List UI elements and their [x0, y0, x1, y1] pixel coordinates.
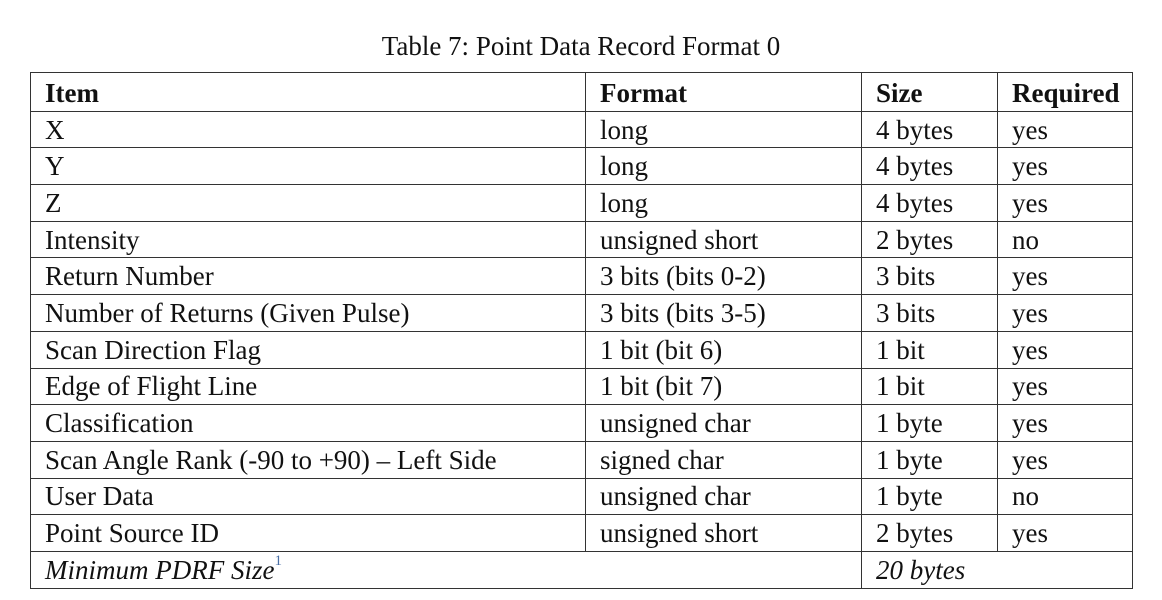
- cell-size: 1 byte: [862, 478, 998, 515]
- table-row: [31, 405, 1133, 442]
- cell-size: 4 bytes: [862, 148, 998, 185]
- cell-required: yes: [998, 405, 1133, 442]
- cell-item: Return Number: [31, 258, 586, 295]
- cell-size: 2 bytes: [862, 515, 998, 552]
- cell-item: Scan Direction Flag: [31, 331, 586, 368]
- cell-required: yes: [998, 111, 1133, 148]
- footnote-link[interactable]: 1: [274, 552, 282, 569]
- cell-format: unsigned char: [586, 405, 862, 442]
- column-header-item: Item: [31, 73, 586, 112]
- minimum-size-label-cell: [31, 551, 862, 588]
- cell-required: yes: [998, 185, 1133, 222]
- cell-item: X: [31, 111, 586, 148]
- cell-item: Edge of Flight Line: [31, 368, 586, 405]
- column-header-required: Required: [998, 73, 1133, 112]
- column-header-format: Format: [586, 73, 862, 112]
- cell-required: yes: [998, 331, 1133, 368]
- cell-format: signed char: [586, 441, 862, 478]
- table-row: [31, 368, 1133, 405]
- cell-size: 3 bits: [862, 258, 998, 295]
- cell-required: no: [998, 478, 1133, 515]
- table-row: [31, 441, 1133, 478]
- cell-item: Classification: [31, 405, 586, 442]
- minimum-size-value: 20 bytes: [862, 551, 1133, 588]
- cell-required: yes: [998, 441, 1133, 478]
- cell-required: yes: [998, 148, 1133, 185]
- table-row: [31, 185, 1133, 222]
- cell-format: unsigned short: [586, 515, 862, 552]
- table-header-row: [31, 73, 1133, 112]
- table-row: [31, 331, 1133, 368]
- cell-format: 1 bit (bit 7): [586, 368, 862, 405]
- cell-required: yes: [998, 515, 1133, 552]
- table-caption: Table 7: Point Data Record Format 0: [381, 31, 781, 61]
- table-row: [31, 111, 1133, 148]
- cell-item: Point Source ID: [31, 515, 586, 552]
- cell-item: User Data: [31, 478, 586, 515]
- cell-size: 1 bit: [862, 368, 998, 405]
- cell-required: yes: [998, 368, 1133, 405]
- point-data-record-table: [30, 72, 1133, 589]
- cell-format: unsigned char: [586, 478, 862, 515]
- cell-format: 1 bit (bit 6): [586, 331, 862, 368]
- cell-format: long: [586, 148, 862, 185]
- column-header-size: Size: [862, 73, 998, 112]
- cell-format: unsigned short: [586, 221, 862, 258]
- cell-required: yes: [998, 258, 1133, 295]
- table-row: [31, 221, 1133, 258]
- cell-size: 2 bytes: [862, 221, 998, 258]
- table-footer-row: [31, 551, 1133, 588]
- cell-format: long: [586, 185, 862, 222]
- cell-item: Z: [31, 185, 586, 222]
- cell-item: Scan Angle Rank (-90 to +90) – Left Side: [31, 441, 586, 478]
- minimum-size-label: Minimum PDRF Size: [45, 554, 275, 585]
- cell-format: 3 bits (bits 0-2): [586, 258, 862, 295]
- cell-format: long: [586, 111, 862, 148]
- cell-item: Number of Returns (Given Pulse): [31, 295, 586, 332]
- table-body: [31, 111, 1133, 551]
- cell-size: 4 bytes: [862, 111, 998, 148]
- cell-size: 3 bits: [862, 295, 998, 332]
- table-row: [31, 258, 1133, 295]
- cell-size: 1 byte: [862, 405, 998, 442]
- cell-format: 3 bits (bits 3-5): [586, 295, 862, 332]
- table-row: [31, 515, 1133, 552]
- table-row: [31, 295, 1133, 332]
- cell-required: no: [998, 221, 1133, 258]
- cell-size: 1 byte: [862, 441, 998, 478]
- table-row: [31, 478, 1133, 515]
- table-row: [31, 148, 1133, 185]
- cell-size: 1 bit: [862, 331, 998, 368]
- cell-item: Y: [31, 148, 586, 185]
- cell-item: Intensity: [31, 221, 586, 258]
- cell-required: yes: [998, 295, 1133, 332]
- cell-size: 4 bytes: [862, 185, 998, 222]
